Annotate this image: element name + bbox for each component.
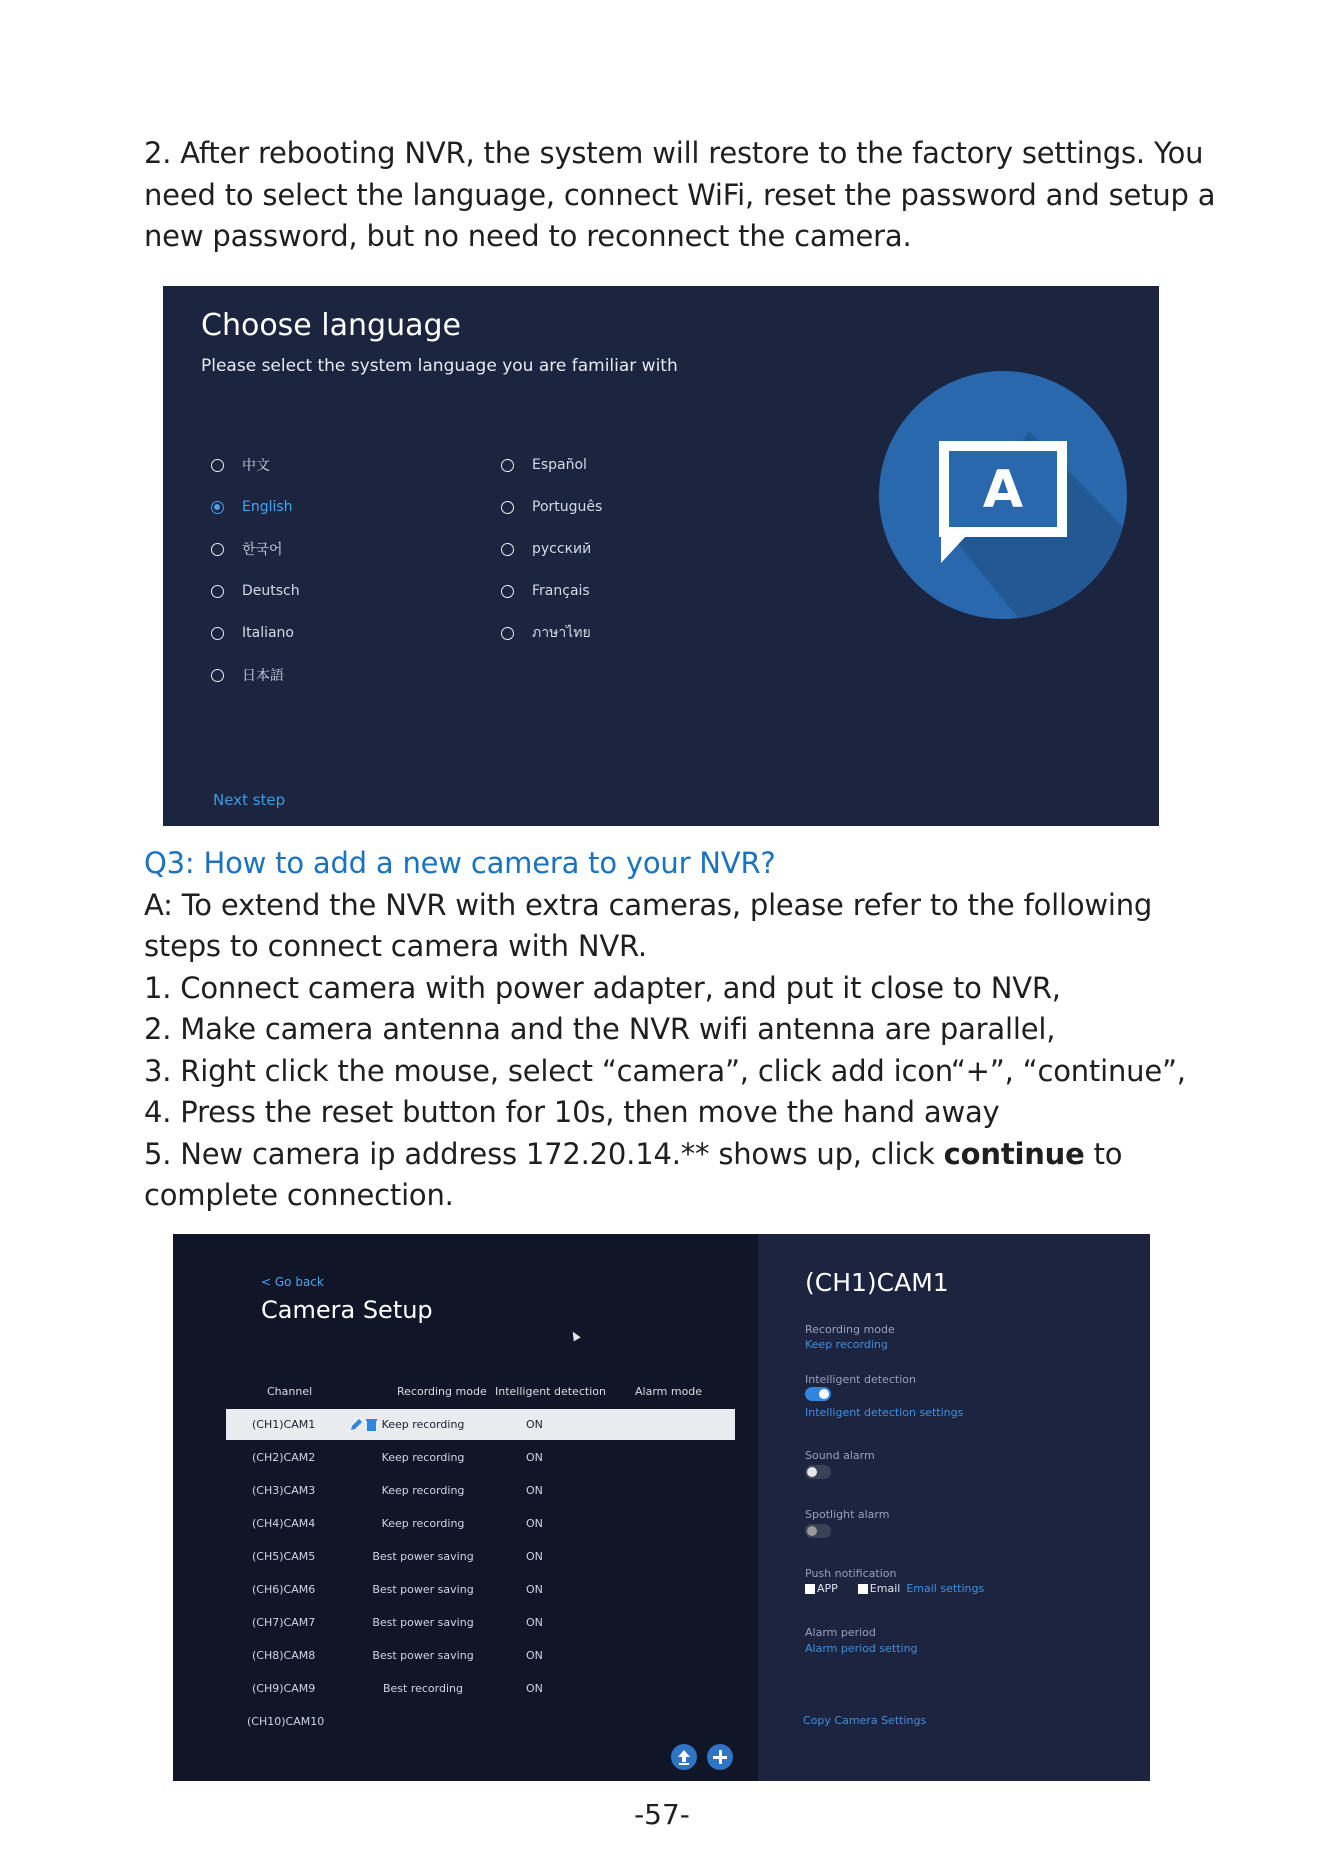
q3-section: [144, 843, 1184, 1217]
language-label: Português: [532, 499, 603, 515]
language-option-selected[interactable]: [211, 496, 293, 518]
header-alarm-mode: Alarm mode: [635, 1385, 703, 1398]
radio-icon: [501, 585, 514, 598]
row-channel: (CH2)CAM2: [252, 1451, 316, 1464]
language-label: English: [242, 499, 293, 515]
row-channel: (CH8)CAM8: [252, 1649, 316, 1662]
intro-line: new password, but no need to reconnect the camera.: [144, 219, 912, 253]
upload-button[interactable]: [671, 1744, 697, 1770]
language-label: ภาษาไทย: [532, 625, 591, 641]
next-step-button[interactable]: Next step: [213, 791, 286, 809]
row-recording-mode: Best recording: [382, 1682, 463, 1695]
q3-line: 2. Make camera antenna and the NVR wifi antenna are parallel,: [144, 1012, 1056, 1046]
page-number: -57-: [634, 1798, 690, 1831]
language-option[interactable]: [211, 622, 294, 644]
language-option[interactable]: [211, 580, 300, 602]
row-detection: ON: [526, 1517, 543, 1530]
q3-heading: Q3: How to add a new camera to your NVR?: [144, 846, 776, 880]
row-channel: (CH9)CAM9: [252, 1682, 316, 1695]
table-row[interactable]: [226, 1442, 735, 1473]
table-row-selected[interactable]: [226, 1409, 735, 1440]
language-screen-title: Choose language: [201, 308, 461, 343]
camera-settings-panel: [758, 1234, 1150, 1781]
alarm-period-setting-link[interactable]: Alarm period setting: [805, 1642, 918, 1655]
language-label: Français: [532, 583, 590, 599]
q3-line: 3. Right click the mouse, select “camera”, click add icon“+”, “continue”,: [144, 1053, 1186, 1088]
step5-text-end: to: [1084, 1136, 1123, 1171]
language-label: Deutsch: [242, 583, 300, 599]
plus-icon: [707, 1744, 733, 1770]
edit-icon[interactable]: [351, 1419, 362, 1430]
panel-camera-title: (CH1)CAM1: [805, 1268, 949, 1297]
table-row[interactable]: [226, 1475, 735, 1506]
mouse-cursor-icon: [569, 1330, 580, 1342]
row-recording-mode: Keep recording: [381, 1418, 465, 1431]
recording-mode-link[interactable]: Keep recording: [805, 1338, 888, 1351]
table-row[interactable]: [226, 1574, 735, 1605]
language-icon-letter: A: [982, 460, 1024, 520]
table-row[interactable]: [226, 1508, 735, 1539]
language-option[interactable]: [501, 454, 587, 476]
copy-camera-settings-link[interactable]: Copy Camera Settings: [803, 1714, 927, 1727]
row-recording-mode: Best power saving: [372, 1550, 474, 1563]
row-channel: (CH7)CAM7: [252, 1616, 316, 1629]
row-channel: (CH3)CAM3: [252, 1484, 316, 1497]
camera-setup-title: Camera Setup: [261, 1296, 433, 1324]
choose-language-screenshot: [163, 286, 1159, 826]
sound-alarm-label: Sound alarm: [805, 1449, 875, 1462]
row-recording-mode: Keep recording: [381, 1517, 465, 1530]
sound-alarm-toggle[interactable]: [805, 1465, 831, 1479]
email-checkbox[interactable]: [858, 1584, 868, 1594]
q3-line: steps to connect camera with NVR.: [144, 929, 647, 963]
step5-bold: continue: [943, 1136, 1085, 1171]
language-label: русский: [532, 541, 592, 557]
app-label: APP: [817, 1582, 838, 1595]
language-icon: [879, 371, 1127, 619]
radio-icon: [501, 501, 514, 514]
language-option[interactable]: [501, 580, 590, 602]
app-checkbox[interactable]: [805, 1584, 815, 1594]
language-label: Italiano: [242, 625, 294, 641]
row-detection: ON: [526, 1649, 543, 1662]
row-detection: ON: [526, 1583, 543, 1596]
q3-line: complete connection.: [144, 1178, 454, 1212]
table-row[interactable]: [226, 1607, 735, 1638]
row-channel: (CH10)CAM10: [247, 1715, 325, 1728]
row-detection: ON: [526, 1484, 543, 1497]
header-channel: Channel: [267, 1385, 313, 1398]
q3-line: 4. Press the reset button for 10s, then move the hand away: [144, 1095, 1000, 1129]
row-detection: ON: [526, 1616, 543, 1629]
row-channel: (CH4)CAM4: [252, 1517, 316, 1530]
language-option[interactable]: [501, 538, 591, 560]
q3-line: 1. Connect camera with power adapter, and put it close to NVR,: [144, 970, 1061, 1005]
intelligent-detection-label: Intelligent detection: [805, 1373, 916, 1386]
radio-icon: [211, 627, 224, 640]
table-row[interactable]: [226, 1541, 735, 1572]
recording-mode-label: Recording mode: [805, 1323, 895, 1336]
row-recording-mode: Keep recording: [381, 1451, 465, 1464]
language-option[interactable]: [501, 496, 602, 518]
radio-icon: [211, 669, 224, 682]
row-recording-mode: Best power saving: [372, 1649, 474, 1662]
radio-icon: [211, 585, 224, 598]
row-detection: ON: [526, 1418, 543, 1431]
radio-icon: [211, 543, 224, 556]
language-screen-subtitle: Please select the system language you are familiar with: [201, 356, 678, 376]
radio-icon: [501, 627, 514, 640]
row-recording-mode: Keep recording: [381, 1484, 465, 1497]
language-option[interactable]: [211, 454, 270, 476]
email-settings-link[interactable]: Email settings: [906, 1582, 985, 1595]
camera-setup-screenshot: [173, 1234, 1150, 1781]
header-recording-mode: Recording mode: [397, 1385, 487, 1398]
row-channel: (CH6)CAM6: [252, 1583, 316, 1596]
table-row[interactable]: [226, 1640, 735, 1671]
row-recording-mode: Best power saving: [372, 1583, 474, 1596]
language-option[interactable]: [211, 664, 284, 686]
intro-paragraph: [144, 133, 1216, 258]
language-option[interactable]: [501, 622, 591, 644]
row-detection: ON: [526, 1682, 543, 1695]
spotlight-alarm-label: Spotlight alarm: [805, 1508, 890, 1521]
row-recording-mode: Best power saving: [372, 1616, 474, 1629]
radio-selected-icon: [211, 501, 224, 514]
step5-text: 5. New camera ip address 172.20.14.** shows up, click: [144, 1136, 944, 1171]
radio-icon: [501, 459, 514, 472]
intro-line: 2. After rebooting NVR, the system will restore to the factory settings. You: [144, 136, 1204, 170]
language-label: 日本語: [242, 668, 284, 684]
row-channel: (CH5)CAM5: [252, 1550, 316, 1563]
row-detection: ON: [526, 1451, 543, 1464]
language-option[interactable]: [211, 538, 283, 560]
intro-line: need to select the language, connect WiFi, reset the password and setup a: [144, 177, 1216, 212]
push-notification-label: Push notification: [805, 1567, 897, 1580]
add-camera-button[interactable]: [707, 1744, 733, 1770]
go-back-link[interactable]: < Go back: [261, 1275, 324, 1289]
alarm-period-label: Alarm period: [805, 1626, 876, 1639]
q3-step5-line: [144, 1134, 1184, 1176]
intelligent-detection-settings-link[interactable]: Intelligent detection settings: [805, 1406, 964, 1419]
email-label: Email: [869, 1582, 901, 1595]
upload-icon: [671, 1744, 697, 1770]
push-notification-options: [805, 1582, 984, 1595]
header-intelligent-detection: Intelligent detection: [495, 1385, 606, 1398]
intelligent-detection-toggle[interactable]: [805, 1387, 831, 1401]
camera-list-panel: [173, 1234, 758, 1781]
radio-icon: [211, 459, 224, 472]
language-label: 中文: [242, 458, 270, 474]
row-detection: ON: [526, 1550, 543, 1563]
table-row[interactable]: [226, 1706, 735, 1737]
radio-icon: [501, 543, 514, 556]
row-channel: (CH1)CAM1: [252, 1418, 316, 1431]
spotlight-alarm-toggle[interactable]: [805, 1524, 831, 1538]
language-label: 한국어: [242, 542, 283, 558]
language-label: Español: [532, 457, 587, 473]
table-row[interactable]: [226, 1673, 735, 1704]
q3-line: A: To extend the NVR with extra cameras, please refer to the following: [144, 887, 1153, 922]
